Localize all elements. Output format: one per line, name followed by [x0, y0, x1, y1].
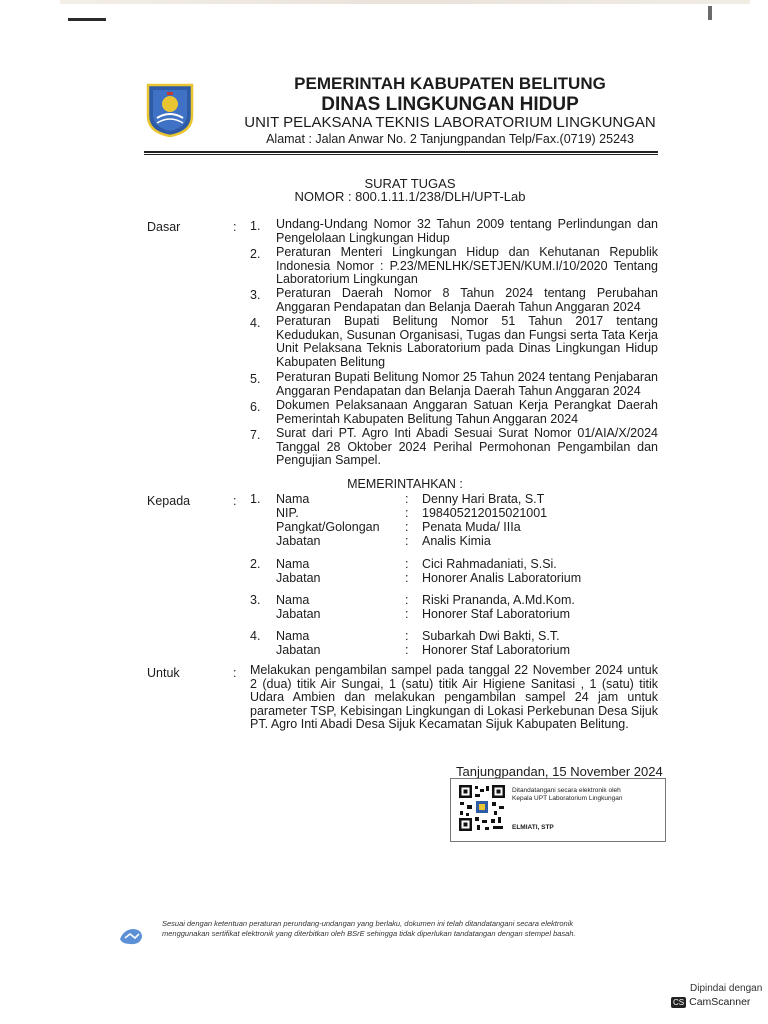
- dasar-item: Peraturan Bupati Belitung Nomor 25 Tahun 2024 tentang Penjabaran Anggaran Pendapatan dan Belanja Daerah Tahun Anggaran 2024: [276, 370, 658, 398]
- e-signature-line: Ditandatangani secara elektronik oleh: [512, 787, 621, 794]
- field-colon: :: [405, 607, 409, 621]
- field-value: Analis Kimia: [422, 534, 491, 548]
- letter-number: NOMOR : 800.1.11.1/238/DLH/UPT-Lab: [294, 189, 526, 204]
- field-value: Honorer Staf Laboratorium: [422, 643, 570, 657]
- dasar-item: Peraturan Menteri Lingkungan Hidup dan Kehutanan Republik Indonesia Nomor : P.23/MENLHK/SETJEN/KUM.I/10/2020 Tentang Laboratorium Lingkungan: [276, 245, 658, 286]
- dasar-item: Surat dari PT. Agro Inti Abadi Sesuai Surat Nomor 01/AIA/X/2024 Tanggal 28 Oktober 2024 Perihal Permohonan Pengambilan dan Pengujian Sampel.: [276, 426, 658, 467]
- field-key: Nama: [276, 629, 310, 643]
- header-agency: DINAS LINGKUNGAN HIDUP: [321, 94, 579, 115]
- scanner-caption: Dipindai dengan: [690, 983, 763, 994]
- qr-code-icon: [458, 784, 506, 832]
- field-colon: :: [405, 534, 409, 548]
- person-num: 1.: [250, 492, 261, 506]
- signer-name: ELMIATI, STP: [512, 824, 554, 831]
- field-key: Jabatan: [276, 571, 321, 585]
- untuk-colon: :: [233, 666, 237, 680]
- person-num: 3.: [250, 593, 261, 607]
- header-rule: [144, 151, 658, 153]
- scan-edge-mark: [708, 6, 712, 20]
- header-rule-thin: [144, 154, 658, 155]
- scanner-brand-name: CamScanner: [689, 996, 751, 1008]
- dasar-num: 1.: [250, 219, 261, 233]
- field-key: Nama: [276, 557, 310, 571]
- regency-logo-icon: [145, 82, 195, 138]
- field-colon: :: [405, 557, 409, 571]
- dasar-label: Dasar: [147, 220, 181, 234]
- field-colon: :: [405, 643, 409, 657]
- field-value: Denny Hari Brata, S.T: [422, 492, 545, 506]
- person-num: 4.: [250, 629, 261, 643]
- dasar-num: 6.: [250, 400, 261, 414]
- field-key: NIP.: [276, 506, 299, 520]
- dasar-item: Peraturan Bupati Belitung Nomor 51 Tahun 2017 tentang Kedudukan, Susunan Organisasi, Tugas dan Fungsi serta Tata Kerja Unit Pelaksana Teknis Laboratorium pada Dinas Lingkungan Hidup Kabupaten Belitung: [276, 314, 658, 369]
- memerintahkan-heading: MEMERINTAHKAN :: [347, 477, 463, 491]
- e-signature-caption: [512, 787, 662, 803]
- field-colon: :: [405, 492, 409, 506]
- field-colon: :: [405, 520, 409, 534]
- dasar-item: Peraturan Daerah Nomor 8 Tahun 2024 tentang Perubahan Anggaran Pendapatan dan Belanja Daerah Tahun Anggaran 2024: [276, 286, 658, 314]
- dasar-num: 7.: [250, 428, 261, 442]
- dasar-item: Dokumen Pelaksanaan Anggaran Satuan Kerja Perangkat Daerah Pemerintah Kabupaten Belitung Tahun Anggaran 2024: [276, 398, 658, 426]
- dasar-num: 2.: [250, 247, 261, 261]
- header-address: Alamat : Jalan Anwar No. 2 Tanjungpandan Telp/Fax.(0719) 25243: [266, 132, 634, 146]
- dasar-num: 4.: [250, 316, 261, 330]
- field-key: Jabatan: [276, 534, 321, 548]
- field-key: Jabatan: [276, 643, 321, 657]
- field-key: Nama: [276, 593, 310, 607]
- dasar-num: 3.: [250, 288, 261, 302]
- header-unit: UNIT PELAKSANA TEKNIS LABORATORIUM LINGKUNGAN: [244, 114, 656, 131]
- camscanner-icon: CS: [673, 998, 685, 1007]
- field-colon: :: [405, 593, 409, 607]
- field-value: Subarkah Dwi Bakti, S.T.: [422, 629, 560, 643]
- field-key: Pangkat/Golongan: [276, 520, 380, 534]
- field-colon: :: [405, 629, 409, 643]
- dasar-colon: :: [233, 220, 237, 234]
- footer-line: menggunakan sertifikat elektronik yang diterbitkan oleh BSrE sehingga tidak diperlukan tandatangan dengan stempel basah.: [162, 929, 576, 938]
- scan-mark: [68, 18, 106, 21]
- scanner-brand: [671, 996, 750, 1008]
- field-value: Honorer Analis Laboratorium: [422, 571, 582, 585]
- field-colon: :: [405, 506, 409, 520]
- bsre-logo-icon: [118, 925, 144, 947]
- scan-edge: [60, 0, 750, 4]
- dasar-item: Undang-Undang Nomor 32 Tahun 2009 tentang Perlindungan dan Pengelolaan Lingkungan Hidup: [276, 217, 658, 245]
- field-value: Riski Prananda, A.Md.Kom.: [422, 593, 575, 607]
- kepada-colon: :: [233, 494, 237, 508]
- field-key: Nama: [276, 492, 310, 506]
- person-num: 2.: [250, 557, 261, 571]
- field-key: Jabatan: [276, 607, 321, 621]
- field-value: Penata Muda/ IIIa: [422, 520, 521, 534]
- letter-title: SURAT TUGAS: [364, 176, 456, 191]
- field-value: 198405212015021001: [422, 506, 548, 520]
- untuk-text: Melakukan pengambilan sampel pada tanggal 22 November 2024 untuk 2 (dua) titik Air Sungai, 1 (satu) titik Air Higiene Sanitasi , 1 (satu) titik Udara Ambien dan melakukan pengambilan sampel 24 jam untuk parameter TSP, Kebisingan Lingkungan di Lokasi Perkebunan Desa Sijuk PT. Agro Inti Abadi Desa Sijuk Kecamatan Sijuk Kabupaten Belitung.: [250, 663, 658, 731]
- footer-line: Sesuai dengan ketentuan peraturan perundang-undangan yang berlaku, dokumen ini telah ditandatangani secara elektronik: [162, 919, 574, 928]
- place-date: Tanjungpandan, 15 November 2024: [456, 764, 663, 779]
- untuk-label: Untuk: [147, 666, 180, 680]
- kepada-label: Kepada: [147, 494, 191, 508]
- field-value: Honorer Staf Laboratorium: [422, 607, 570, 621]
- footer-note: [162, 919, 652, 939]
- e-signature-line: Kepala UPT Laboratorium Lingkungan: [512, 795, 623, 802]
- dasar-num: 5.: [250, 372, 261, 386]
- field-value: Cici Rahmadaniati, S.Si.: [422, 557, 557, 571]
- field-colon: :: [405, 571, 409, 585]
- header-government: PEMERINTAH KABUPATEN BELITUNG: [294, 74, 606, 93]
